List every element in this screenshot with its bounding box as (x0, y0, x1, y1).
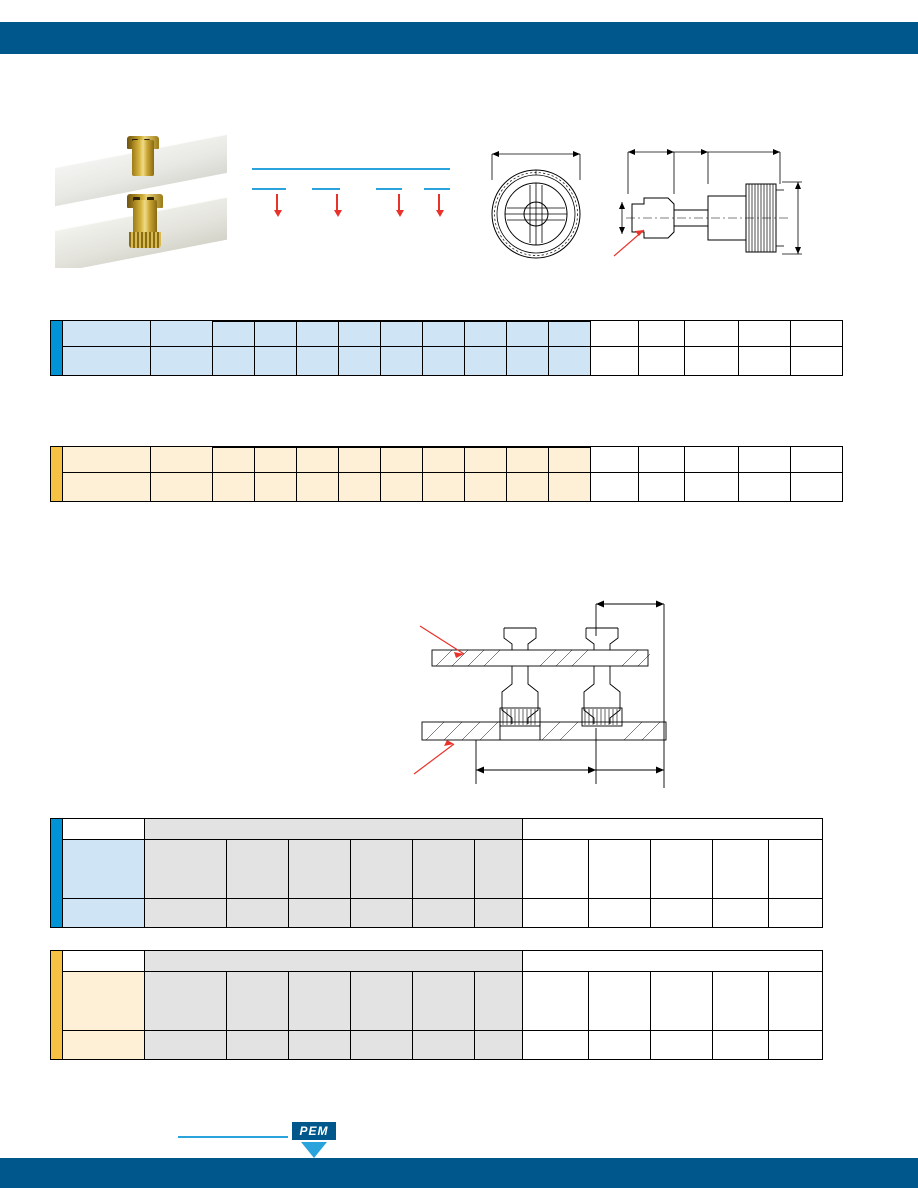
table-row (51, 840, 823, 899)
pem-logo-text: PEM (292, 1122, 336, 1140)
table-4-sub-6 (475, 972, 523, 1031)
table-2-h-c2 (151, 447, 213, 473)
table-1-d-9 (465, 347, 507, 376)
table-4-sub-4 (351, 972, 413, 1031)
photo-fastener-top-body (132, 140, 154, 176)
callout-rule-4 (424, 188, 450, 190)
table-1 (50, 320, 843, 376)
table-3-d-8 (523, 899, 589, 928)
side-view-drawing (612, 138, 812, 283)
table-1-sub-9 (549, 322, 591, 347)
table-3-sub-8 (589, 840, 651, 899)
table-2-sub-8 (507, 448, 549, 473)
table-1-d-7 (381, 347, 423, 376)
table-2 (50, 446, 843, 502)
table-4-d-8 (523, 1031, 589, 1060)
table-2-d-6 (339, 473, 381, 502)
pem-logo-triangle (301, 1142, 327, 1158)
table-3-sub-7 (523, 840, 589, 899)
table-2-edge (51, 447, 63, 502)
table-2-rh-1 (591, 447, 639, 473)
table-3-sub-1 (145, 840, 227, 899)
table-1-d-14 (685, 347, 739, 376)
table-2-sub-4 (339, 448, 381, 473)
table-4-d-12 (769, 1031, 823, 1060)
table-1-sub-7 (465, 322, 507, 347)
table-1-rh-4 (739, 321, 791, 347)
table-3-sub-4 (351, 840, 413, 899)
table-4 (50, 950, 823, 1060)
table-3-d-9 (589, 899, 651, 928)
table-2-sub-5 (381, 448, 423, 473)
table-3-sub-11 (769, 840, 823, 899)
table-3-d-7 (475, 899, 523, 928)
table-3-sub-2 (227, 840, 289, 899)
table-row (51, 347, 843, 376)
table-row (51, 972, 823, 1031)
table-1-sub-4 (339, 322, 381, 347)
table-4-d-10 (651, 1031, 713, 1060)
table-4-sub-0 (63, 972, 145, 1031)
table-2-d-13 (639, 473, 685, 502)
table-1-d-10 (507, 347, 549, 376)
table-1-d-4 (255, 347, 297, 376)
table-1-d-12 (591, 347, 639, 376)
table-4-d-7 (475, 1031, 523, 1060)
table-1-sub-1 (213, 322, 255, 347)
callout-rule-1 (252, 188, 286, 190)
table-4-d-4 (289, 1031, 351, 1060)
table-2-sub-3 (297, 448, 339, 473)
table-4-group-1 (145, 951, 523, 972)
table-2-d-12 (591, 473, 639, 502)
table-2-rh-5 (791, 447, 843, 473)
table-2-d-16 (791, 473, 843, 502)
table-4-sub-1 (145, 972, 227, 1031)
table-2-rh-4 (739, 447, 791, 473)
table-1-h-c2 (151, 321, 213, 347)
footer-rule (178, 1136, 288, 1138)
header-bar (0, 22, 918, 54)
table-2-d-1 (63, 473, 151, 502)
table-2-sub-7 (465, 448, 507, 473)
table-1-sub-3 (297, 322, 339, 347)
table-3-sub-9 (651, 840, 713, 899)
table-2-d-3 (213, 473, 255, 502)
table-2-d-11 (549, 473, 591, 502)
table-3-group-2 (523, 819, 823, 840)
table-2-sub-1 (213, 448, 255, 473)
table-3-d-1 (63, 899, 145, 928)
table-3-sub-5 (413, 840, 475, 899)
table-1-edge (51, 321, 63, 376)
table-4-d-2 (145, 1031, 227, 1060)
table-4-sub-7 (523, 972, 589, 1031)
table-1-sub-2 (255, 322, 297, 347)
table-2-sub-2 (255, 448, 297, 473)
table-4-d-9 (589, 1031, 651, 1060)
callout-rule-main (252, 168, 450, 170)
table-1-d-15 (739, 347, 791, 376)
table-row (51, 951, 823, 972)
table-1-d-13 (639, 347, 685, 376)
table-1-rh-2 (639, 321, 685, 347)
table-3-d-12 (769, 899, 823, 928)
table-3-group-1 (145, 819, 523, 840)
table-1-h-c1 (63, 321, 151, 347)
table-3-sub-6 (475, 840, 523, 899)
table-3-sub-3 (289, 840, 351, 899)
table-1-rh-3 (685, 321, 739, 347)
callout-rule-2 (312, 188, 340, 190)
table-3-sub-0 (63, 840, 145, 899)
table-3-d-6 (413, 899, 475, 928)
pem-logo (292, 1122, 336, 1160)
callout-rule-3 (376, 188, 402, 190)
table-4-d-3 (227, 1031, 289, 1060)
table-4-sub-2 (227, 972, 289, 1031)
table-1-sub-8 (507, 322, 549, 347)
table-4-sub-5 (413, 972, 475, 1031)
table-3-d-3 (227, 899, 289, 928)
table-1-d-11 (549, 347, 591, 376)
table-row (51, 819, 823, 840)
table-row (51, 1031, 823, 1060)
table-1-sub-5 (381, 322, 423, 347)
footer-bar (0, 1158, 918, 1188)
table-4-d-6 (413, 1031, 475, 1060)
table-3-edge (51, 819, 63, 928)
table-2-d-9 (465, 473, 507, 502)
front-view-drawing (484, 140, 614, 280)
table-3-d-5 (351, 899, 413, 928)
table-4-d-5 (351, 1031, 413, 1060)
table-row (51, 899, 823, 928)
table-2-d-14 (685, 473, 739, 502)
table-2-rh-2 (639, 447, 685, 473)
table-2-d-2 (151, 473, 213, 502)
table-4-group-2 (523, 951, 823, 972)
table-1-d-2 (151, 347, 213, 376)
table-2-h-c1 (63, 447, 151, 473)
table-4-sub-11 (769, 972, 823, 1031)
table-3-d-10 (651, 899, 713, 928)
table-1-rh-5 (791, 321, 843, 347)
table-2-d-7 (381, 473, 423, 502)
table-4-sub-3 (289, 972, 351, 1031)
photo-fastener-knurl (129, 232, 161, 248)
table-2-d-5 (297, 473, 339, 502)
table-3-d-4 (289, 899, 351, 928)
table-4-sub-10 (713, 972, 769, 1031)
table-1-d-8 (423, 347, 465, 376)
table-2-sub-6 (423, 448, 465, 473)
table-3-corner (63, 819, 145, 840)
table-2-d-15 (739, 473, 791, 502)
table-2-d-4 (255, 473, 297, 502)
table-4-edge (51, 951, 63, 1060)
table-4-d-11 (713, 1031, 769, 1060)
table-3-d-2 (145, 899, 227, 928)
table-1-d-3 (213, 347, 255, 376)
table-2-d-8 (423, 473, 465, 502)
table-1-d-16 (791, 347, 843, 376)
table-1-d-1 (63, 347, 151, 376)
table-3-d-11 (713, 899, 769, 928)
assembly-view-drawing (400, 588, 680, 798)
table-4-sub-8 (589, 972, 651, 1031)
table-4-d-1 (63, 1031, 145, 1060)
table-2-sub-9 (549, 448, 591, 473)
table-3-sub-10 (713, 840, 769, 899)
table-row (51, 473, 843, 502)
product-photo (55, 128, 227, 268)
table-1-d-5 (297, 347, 339, 376)
table-1-sub-6 (423, 322, 465, 347)
table-4-corner (63, 951, 145, 972)
table-3 (50, 818, 823, 928)
table-2-d-10 (507, 473, 549, 502)
table-1-d-6 (339, 347, 381, 376)
table-1-rh-1 (591, 321, 639, 347)
table-4-sub-9 (651, 972, 713, 1031)
table-2-rh-3 (685, 447, 739, 473)
